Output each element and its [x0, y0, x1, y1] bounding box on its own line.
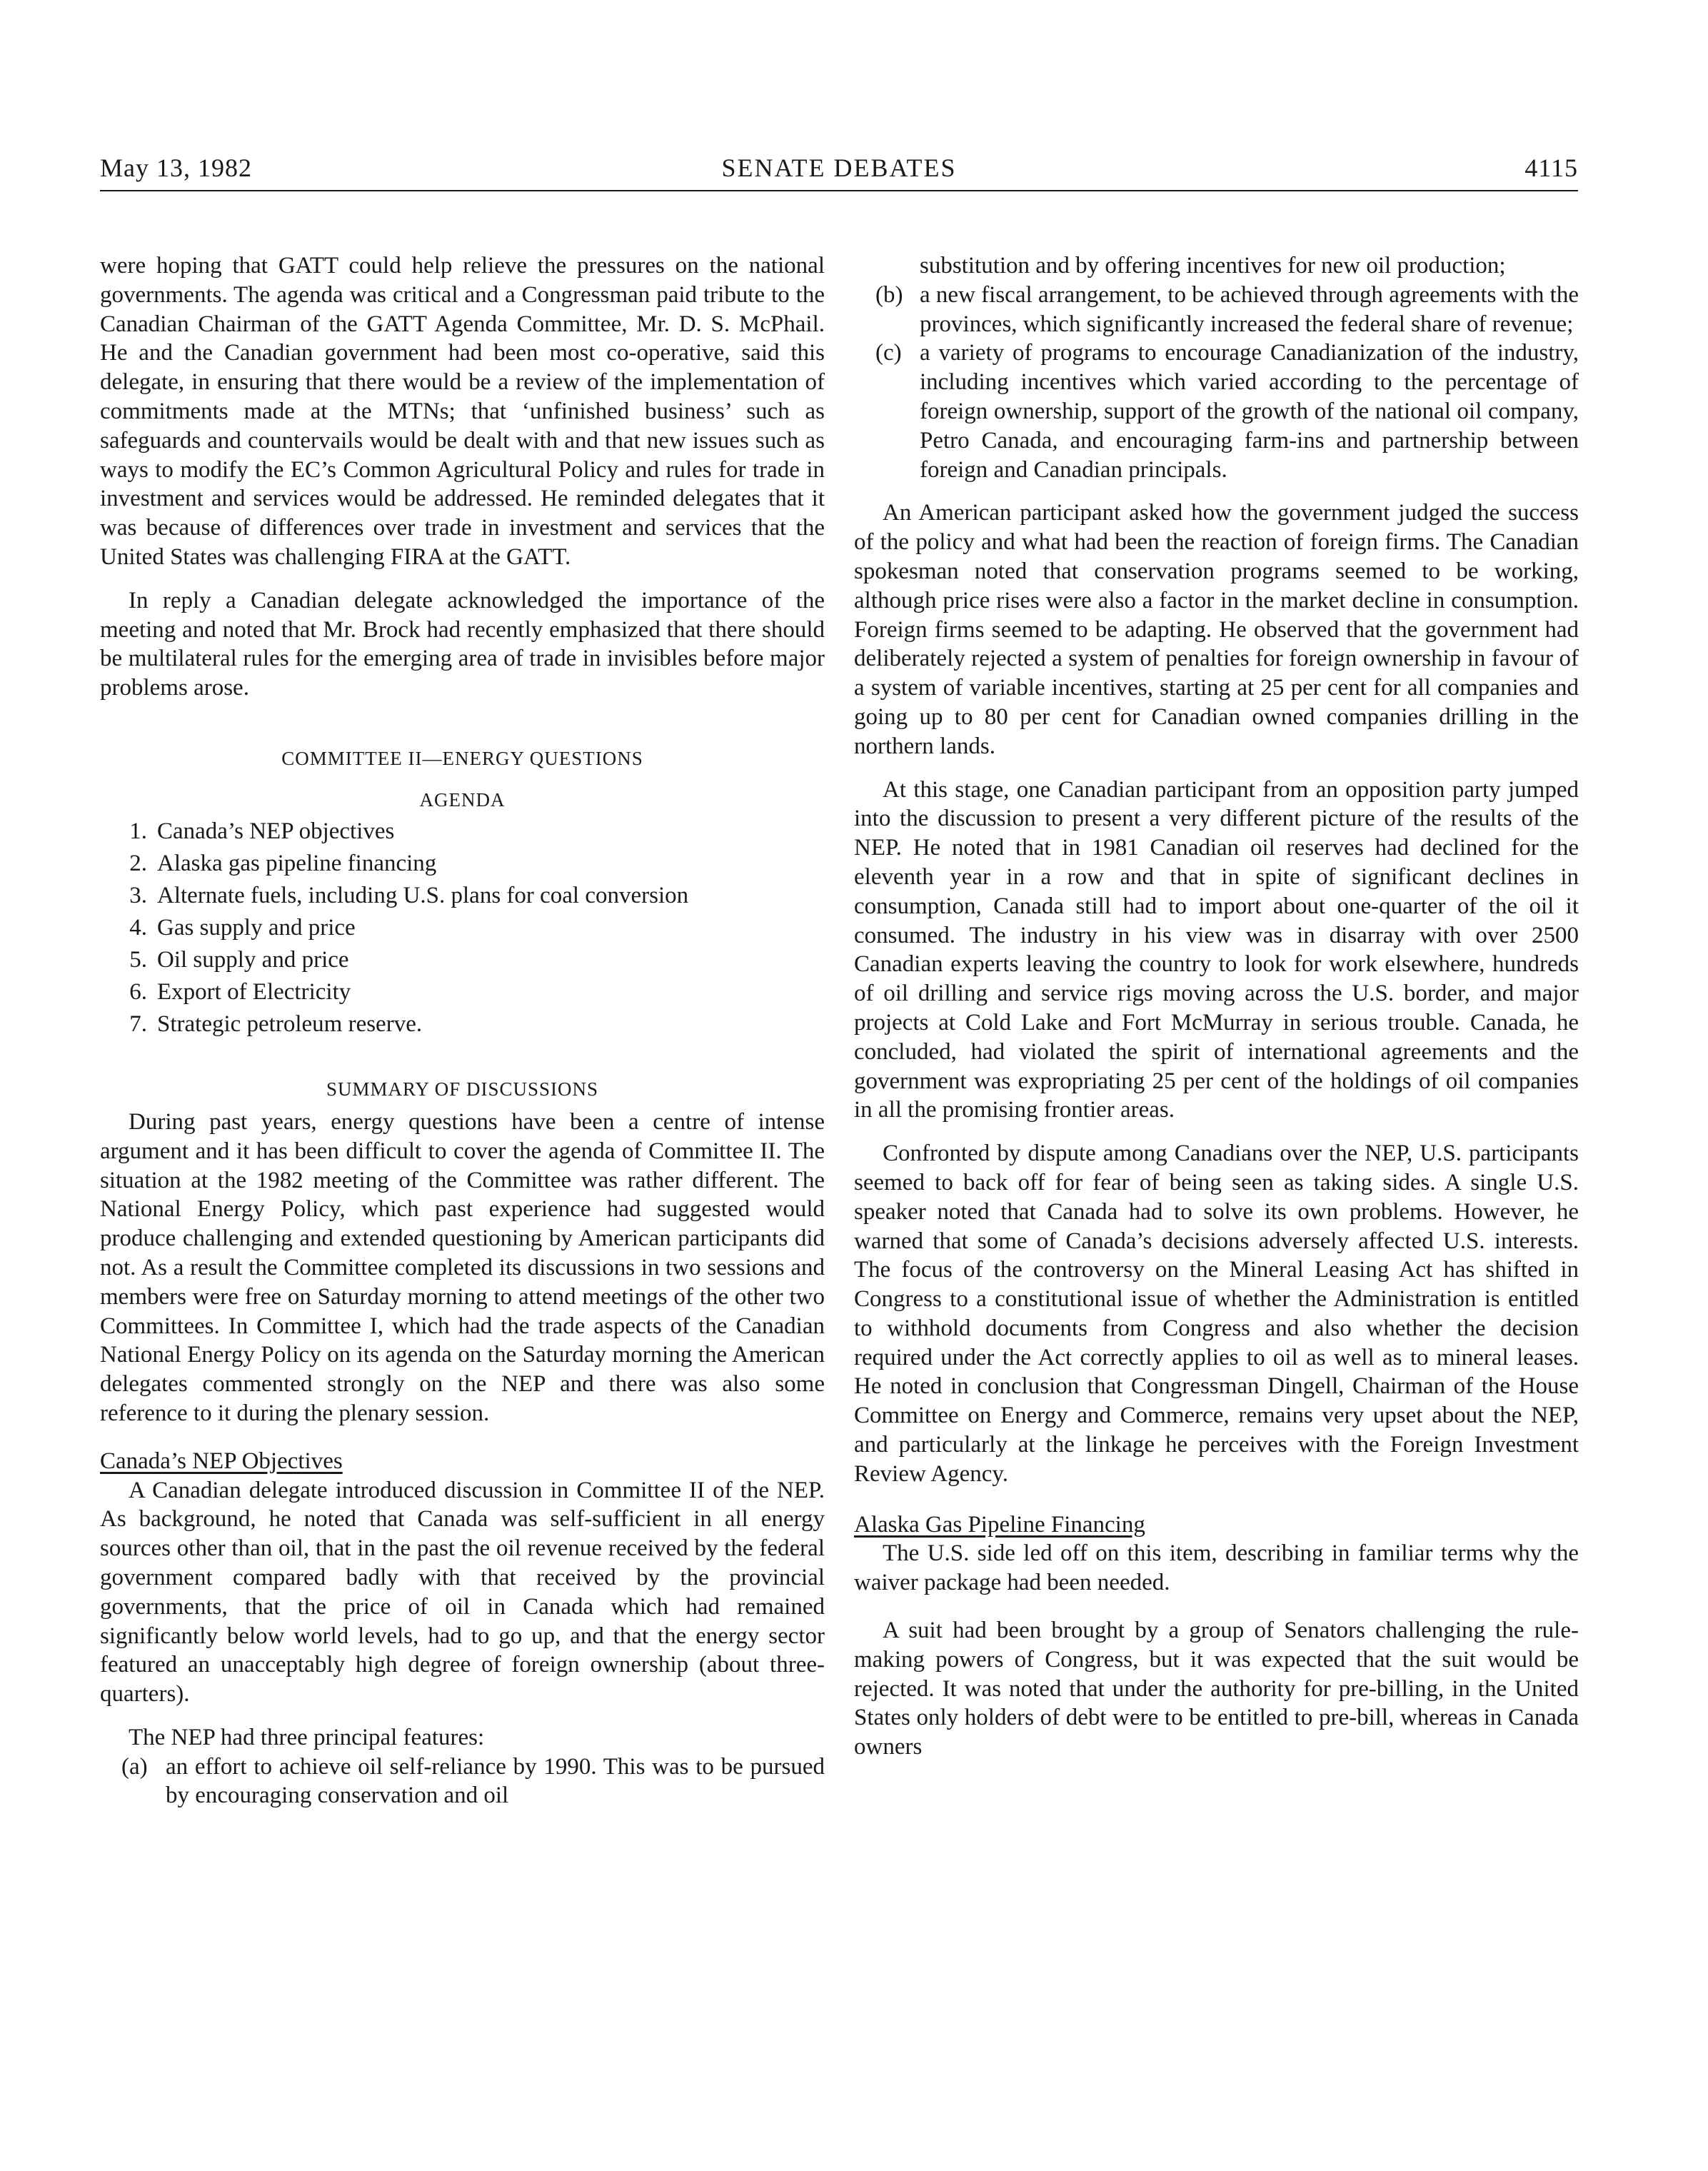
list-text: a variety of programs to encourage Canadianization of the industry, including incentives which varied according to the percentage of foreign ownership, support of the growth of the national oil company, Petro Canada, and encouraging farm-ins and partnership between foreign and Canadian principals.	[920, 340, 1579, 483]
list-label: (c)	[875, 340, 902, 366]
agenda-item-text: Canada’s NEP objectives	[157, 818, 395, 844]
list-text: a new fiscal arrangement, to be achieved through agreements with the provinces, which significantly increased the federal share of revenue;	[920, 281, 1579, 337]
left-paragraph-2: In reply a Canadian delegate acknowledged the importance of the meeting and noted that Mr. Brock had recently emphasized that there should be multilateral rules for the emerging area of trade in invisibles before major problems arose.	[100, 587, 825, 701]
left-column	[100, 251, 825, 1810]
agenda-item-number: 5.	[129, 946, 147, 973]
subheading-nep-objectives	[100, 1447, 825, 1476]
page-header	[100, 150, 1578, 191]
agenda-item	[100, 976, 825, 1008]
agenda-item-number: 7.	[129, 1011, 147, 1037]
right-paragraph-2: At this stage, one Canadian participant from an opposition party jumped into the discussion to present a very different picture of the results of the NEP. He noted that in 1981 Canadian oil reserves had declined for the eleventh year in a row and that in spite of significant declines in consumption, Canada still had to import about one-quarter of the oil it consumed. The industry in his view was in disarray with over 2500 Canadian experts leaving the country to look for work elsewhere, hundreds of oil drilling and service rigs moving across the U.S. border, and major projects at Cold Lake and Fort McMurray in serious trouble. Canada, he concluded, had violated the spirit of international agreements and the government was expropriating 25 per cent of the holdings of oil companies in all the promising frontier areas.	[854, 776, 1579, 1123]
left-paragraph-1: were hoping that GATT could help relieve the pressures on the national governments. The agenda was critical and a Congressman paid tribute to the Canadian Chairman of the GATT Agenda Committee, Mr. D. S. McPhail. He and the Canadian government had been most co-operative, said this delegate, in ensuring that there would be a review of the implementation of commitments made at the MTNs; that ‘unfinished business’ such as safeguards and countervails would be dealt with and that new issues such as ways to modify the EC’s Common Agricultural Policy and rules for trade in investment and services would be addressed. He reminded delegates that it was because of differences over trade in investment and services that the United States was challenging FIRA at the GATT.	[100, 253, 825, 570]
right-paragraph-3: Confronted by dispute among Canadians over the NEP, U.S. participants seemed to back off for fear of being seen as taking sides. A single U.S. speaker noted that Canada had to solve its own problems. However, he warned that some of Canada’s decisions adversely affected U.S. interests. The focus of the controversy on the Mineral Leasing Act has shifted in Congress to a constitutional issue of whether the Administration is entitled to withhold documents from Congress and also whether the decision required under the Act correctly applies to oil as well as to mineral leases. He noted in conclusion that Congressman Dingell, Chairman of the House Committee on Energy and Commerce, remains very upset about the NEP, and particularly at the linkage he perceives with the Foreign Investment Review Agency.	[854, 1140, 1579, 1487]
agenda-item	[100, 816, 825, 848]
agenda-item-text: Strategic petroleum reserve.	[157, 1011, 423, 1037]
subheading-alaska-pipeline	[854, 1510, 1579, 1540]
list-label: (b)	[875, 281, 903, 308]
agenda-item-text: Alaska gas pipeline financing	[157, 850, 437, 876]
agenda-item-number: 3.	[129, 882, 147, 908]
agenda-item	[100, 848, 825, 880]
list-item-c	[854, 339, 1579, 484]
committee-heading: COMMITTEE II—ENERGY QUESTIONS	[281, 747, 643, 769]
agenda-item-text: Alternate fuels, including U.S. plans for coal conversion	[157, 882, 689, 908]
list-text: substitution and by offering incentives for new oil production;	[920, 253, 1506, 279]
list-item-b	[854, 281, 1579, 339]
agenda-item-number: 2.	[129, 850, 147, 876]
list-text: an effort to achieve oil self-reliance by 1990. This was to be pursued by encouraging conservation and oil	[166, 1753, 825, 1809]
left-paragraph-3: During past years, energy questions have been a centre of intense argument and it has been difficult to cover the agenda of Committee II. The situation at the 1982 meeting of the Committee was rather different. The National Energy Policy, which past experience had suggested would produce challenging and extended questioning by American participants did not. As a result the Committee completed its discussions in two sessions and members were free on Saturday morning to attend meetings of the other two Committees. In Committee I, which had the trade aspects of the Canadian National Energy Policy on its agenda on the Saturday morning the American delegates commented strongly on the NEP and there was also some reference to it during the plenary session.	[100, 1108, 825, 1426]
agenda-item-text: Export of Electricity	[157, 978, 351, 1005]
list-item-a-continued	[854, 251, 1579, 281]
agenda-item-number: 1.	[129, 818, 147, 844]
subheading-text: Canada’s NEP Objectives	[100, 1448, 343, 1474]
agenda-item-number: 4.	[129, 914, 147, 941]
list-label: (a)	[121, 1753, 148, 1780]
right-paragraph-5: A suit had been brought by a group of Senators challenging the rule-making powers of Congress, but it was expected that the suit would be rejected. It was noted that under the authority for pre-billing, in the United States only holders of debt were to be entitled to pre-bill, whereas in Canada owners	[854, 1618, 1579, 1760]
agenda-list	[100, 816, 825, 1041]
left-paragraph-5: The NEP had three principal features:	[129, 1724, 485, 1750]
subheading-text: Alaska Gas Pipeline Financing	[854, 1511, 1145, 1538]
agenda-item	[100, 944, 825, 976]
agenda-heading: AGENDA	[419, 788, 506, 811]
agenda-item-text: Gas supply and price	[157, 914, 356, 941]
header-title: SENATE DEBATES	[721, 154, 957, 182]
header-page-number: 4115	[1524, 154, 1578, 182]
right-column	[854, 251, 1579, 1762]
header-date: May 13, 1982	[100, 154, 252, 182]
agenda-item	[100, 912, 825, 944]
list-item-a	[100, 1753, 825, 1811]
agenda-item-text: Oil supply and price	[157, 946, 349, 973]
agenda-item	[100, 1008, 825, 1041]
right-paragraph-1: An American participant asked how the government judged the success of the policy and what had been the reaction of foreign firms. The Canadian spokesman noted that conservation programs seemed to be working, although price rises were also a factor in the market decline in consumption. Foreign firms seemed to be adapting. He observed that the government had deliberately rejected a system of penalties for foreign ownership in favour of a system of variable incentives, starting at 25 per cent for all companies and going up to 80 per cent for Canadian owned companies drilling in the northern lands.	[854, 500, 1579, 759]
summary-heading: SUMMARY OF DISCUSSIONS	[326, 1078, 599, 1100]
left-paragraph-4: A Canadian delegate introduced discussion in Committee II of the NEP. As background, he noted that Canada was self-sufficient in all energy sources other than oil, that in the past the oil revenue received by the federal government compared badly with that received by the provincial governments, that the price of oil in Canada which had remained significantly below world levels, had to go up, and that the energy sector featured an unacceptably high degree of foreign ownership (about three-quarters).	[100, 1477, 825, 1708]
agenda-item	[100, 880, 825, 912]
agenda-item-number: 6.	[129, 978, 147, 1005]
right-paragraph-4: The U.S. side led off on this item, describing in familiar terms why the waiver package had been needed.	[854, 1540, 1579, 1596]
